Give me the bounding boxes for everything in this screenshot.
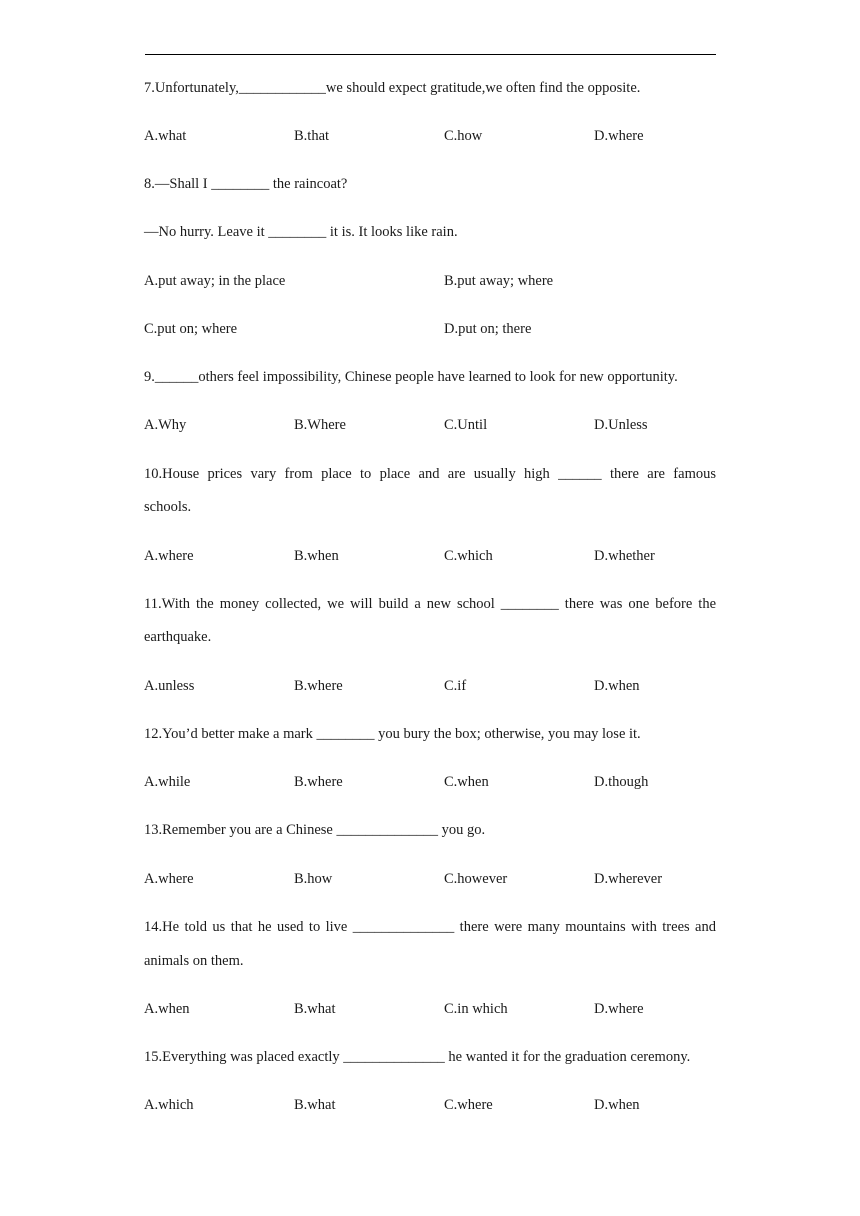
question-10-option-a[interactable]: A.where [144,548,194,564]
question-14-option-b[interactable]: B.what [294,1001,336,1017]
question-12-option-b[interactable]: B.where [294,774,343,790]
question-11-option-c[interactable]: C.if [444,678,467,694]
question-9-option-c[interactable]: C.Until [444,417,488,433]
question-11-stem-cont: earthquake. [144,629,212,645]
question-11-option-b[interactable]: B.where [294,678,343,694]
question-7-option-d[interactable]: D.where [594,128,644,144]
question-14-stem-cont: animals on them. [144,953,244,969]
question-8-option-d[interactable]: D.put on; there [444,321,532,337]
question-8-option-a[interactable]: A.put away; in the place [144,273,286,289]
question-10-option-c[interactable]: C.which [444,548,493,564]
question-10-stem-cont: schools. [144,499,192,515]
question-7-option-c[interactable]: C.how [444,128,483,144]
question-12-stem: 12.You’d better make a mark ________ you bury the box; otherwise, you may lose it. [144,726,641,742]
question-14-option-d[interactable]: D.where [594,1001,644,1017]
question-10-option-d[interactable]: D.whether [594,548,655,564]
question-7-option-a[interactable]: A.what [144,128,187,144]
question-11-option-d[interactable]: D.when [594,678,640,694]
question-9-option-d[interactable]: D.Unless [594,417,648,433]
question-10-stem: 10.House prices vary from place to place and are usually high ______ there are famous [144,466,716,482]
question-8-stem: 8.—Shall I ________ the raincoat? [144,176,348,192]
question-14-option-c[interactable]: C.in which [444,1001,508,1017]
header-rule [145,54,716,55]
question-14-option-a[interactable]: A.when [144,1001,190,1017]
question-11-option-a[interactable]: A.unless [144,678,195,694]
question-7-stem: 7.Unfortunately,____________we should expect gratitude,we often find the opposite. [144,80,641,96]
question-8-option-c[interactable]: C.put on; where [144,321,238,337]
question-9-option-a[interactable]: A.Why [144,417,187,433]
question-10-option-b[interactable]: B.when [294,548,339,564]
question-15-stem: 15.Everything was placed exactly ______________ he wanted it for the graduation ceremony. [144,1049,691,1065]
question-13-option-b[interactable]: B.how [294,871,333,887]
question-15-option-c[interactable]: C.where [444,1097,493,1113]
question-12-option-a[interactable]: A.while [144,774,191,790]
question-13-option-a[interactable]: A.where [144,871,194,887]
question-8-option-b[interactable]: B.put away; where [444,273,554,289]
question-13-option-c[interactable]: C.however [444,871,508,887]
question-9-option-b[interactable]: B.Where [294,417,346,433]
question-11-stem: 11.With the money collected, we will build a new school ________ there was one before the [144,596,716,612]
question-13-stem: 13.Remember you are a Chinese ______________ you go. [144,822,486,838]
question-12-option-d[interactable]: D.though [594,774,649,790]
question-7-option-b[interactable]: B.that [294,128,330,144]
question-15-option-d[interactable]: D.when [594,1097,640,1113]
question-12-option-c[interactable]: C.when [444,774,489,790]
question-13-option-d[interactable]: D.wherever [594,871,663,887]
question-9-stem: 9.______others feel impossibility, Chinese people have learned to look for new opportunity. [144,369,678,385]
question-15-option-a[interactable]: A.which [144,1097,194,1113]
question-8-stem-reply: —No hurry. Leave it ________ it is. It looks like rain. [144,224,458,240]
question-14-stem: 14.He told us that he used to live ______________ there were many mountains with trees and [144,919,716,935]
question-15-option-b[interactable]: B.what [294,1097,336,1113]
